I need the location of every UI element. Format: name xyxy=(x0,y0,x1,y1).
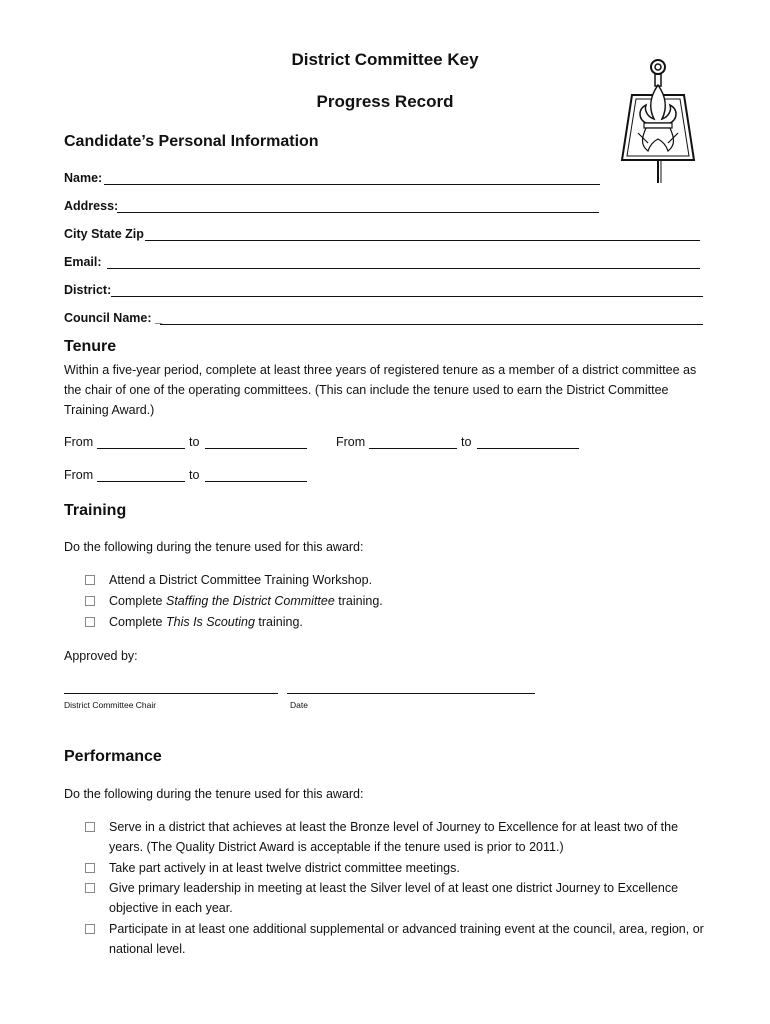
performance-checkbox[interactable] xyxy=(85,863,95,873)
committee-chair-signature-field[interactable] xyxy=(64,693,278,694)
district-field[interactable] xyxy=(111,296,703,297)
performance-item xyxy=(85,817,709,857)
city-state-zip-label: City State Zip xyxy=(64,227,144,241)
tenure-to-2-field[interactable] xyxy=(477,448,579,449)
email-label: Email: xyxy=(64,255,102,269)
performance-checkbox[interactable] xyxy=(85,924,95,934)
page-title: District Committee Key xyxy=(291,50,479,69)
training-item-text: Complete xyxy=(109,615,166,629)
from-label: From xyxy=(64,468,94,482)
tenure-to-1-field[interactable] xyxy=(205,448,307,449)
district-label: District: xyxy=(64,283,112,297)
email-field[interactable] xyxy=(107,268,700,269)
name-label: Name: xyxy=(64,171,103,185)
performance-heading: Performance xyxy=(64,748,162,765)
performance-item xyxy=(85,858,709,878)
training-item-text: Complete xyxy=(109,594,166,608)
tenure-heading: Tenure xyxy=(64,338,117,355)
performance-item xyxy=(85,919,709,959)
approved-by-label: Approved by: xyxy=(64,649,138,663)
training-item-emphasis: Staffing the District Committee xyxy=(165,594,335,608)
to-label: to xyxy=(189,435,200,449)
training-item xyxy=(85,570,709,590)
training-item xyxy=(85,591,709,611)
personal-info-heading: Candidate’s Personal Information xyxy=(64,133,319,150)
name-field[interactable] xyxy=(104,184,600,185)
address-field[interactable] xyxy=(117,212,599,213)
performance-item xyxy=(85,878,709,918)
district-key-emblem-icon xyxy=(618,55,698,185)
tenure-from-2-field[interactable] xyxy=(369,448,457,449)
training-checkbox[interactable] xyxy=(85,575,95,585)
performance-intro: Do the following during the tenure used for this award: xyxy=(64,787,364,801)
training-item xyxy=(85,612,709,632)
training-checkbox[interactable] xyxy=(85,617,95,627)
tenure-from-1-field[interactable] xyxy=(97,448,185,449)
approval-date-field[interactable] xyxy=(287,693,535,694)
training-item-emphasis: This Is Scouting xyxy=(165,615,255,629)
date-label: Date xyxy=(290,700,308,710)
performance-item-text: Serve in a district that achieves at least the Bronze level of Journey to Excellence for at least two of the years. (The Quality District Award is acceptable if the tenure used is prior to 2011.) xyxy=(109,820,679,854)
from-label: From xyxy=(64,435,94,449)
city-state-zip-field[interactable] xyxy=(145,240,700,241)
from-label: From xyxy=(336,435,366,449)
address-label: Address: xyxy=(64,199,119,213)
to-label: to xyxy=(189,468,200,482)
training-item-text: Attend a District Committee Training Workshop. xyxy=(109,573,373,587)
to-label: to xyxy=(461,435,472,449)
training-checkbox[interactable] xyxy=(85,596,95,606)
performance-checkbox[interactable] xyxy=(85,822,95,832)
council-name-label: Council Name: _ xyxy=(64,311,162,325)
page-subtitle: Progress Record xyxy=(316,92,454,111)
training-item-suffix: training. xyxy=(334,594,383,608)
tenure-description: Within a five-year period, complete at least three years of registered tenure as a member of a district committee as the chair of one of the operating committees. (This can include the tenure used to earn the District Committee Training Award.) xyxy=(64,363,697,417)
performance-item-text: Give primary leadership in meeting at least the Silver level of at least one district Journey to Excellence objective in each year. xyxy=(109,881,679,915)
training-item-suffix: training. xyxy=(254,615,303,629)
performance-item-text: Take part actively in at least twelve district committee meetings. xyxy=(109,861,460,875)
training-heading: Training xyxy=(64,502,127,519)
performance-item-text: Participate in at least one additional supplemental or advanced training event at the council, area, region, or national level. xyxy=(109,922,704,956)
training-intro: Do the following during the tenure used for this award: xyxy=(64,540,364,554)
performance-checkbox[interactable] xyxy=(85,883,95,893)
committee-chair-label: District Committee Chair xyxy=(64,700,157,710)
tenure-to-3-field[interactable] xyxy=(205,481,307,482)
tenure-from-3-field[interactable] xyxy=(97,481,185,482)
council-name-field[interactable] xyxy=(160,324,703,325)
